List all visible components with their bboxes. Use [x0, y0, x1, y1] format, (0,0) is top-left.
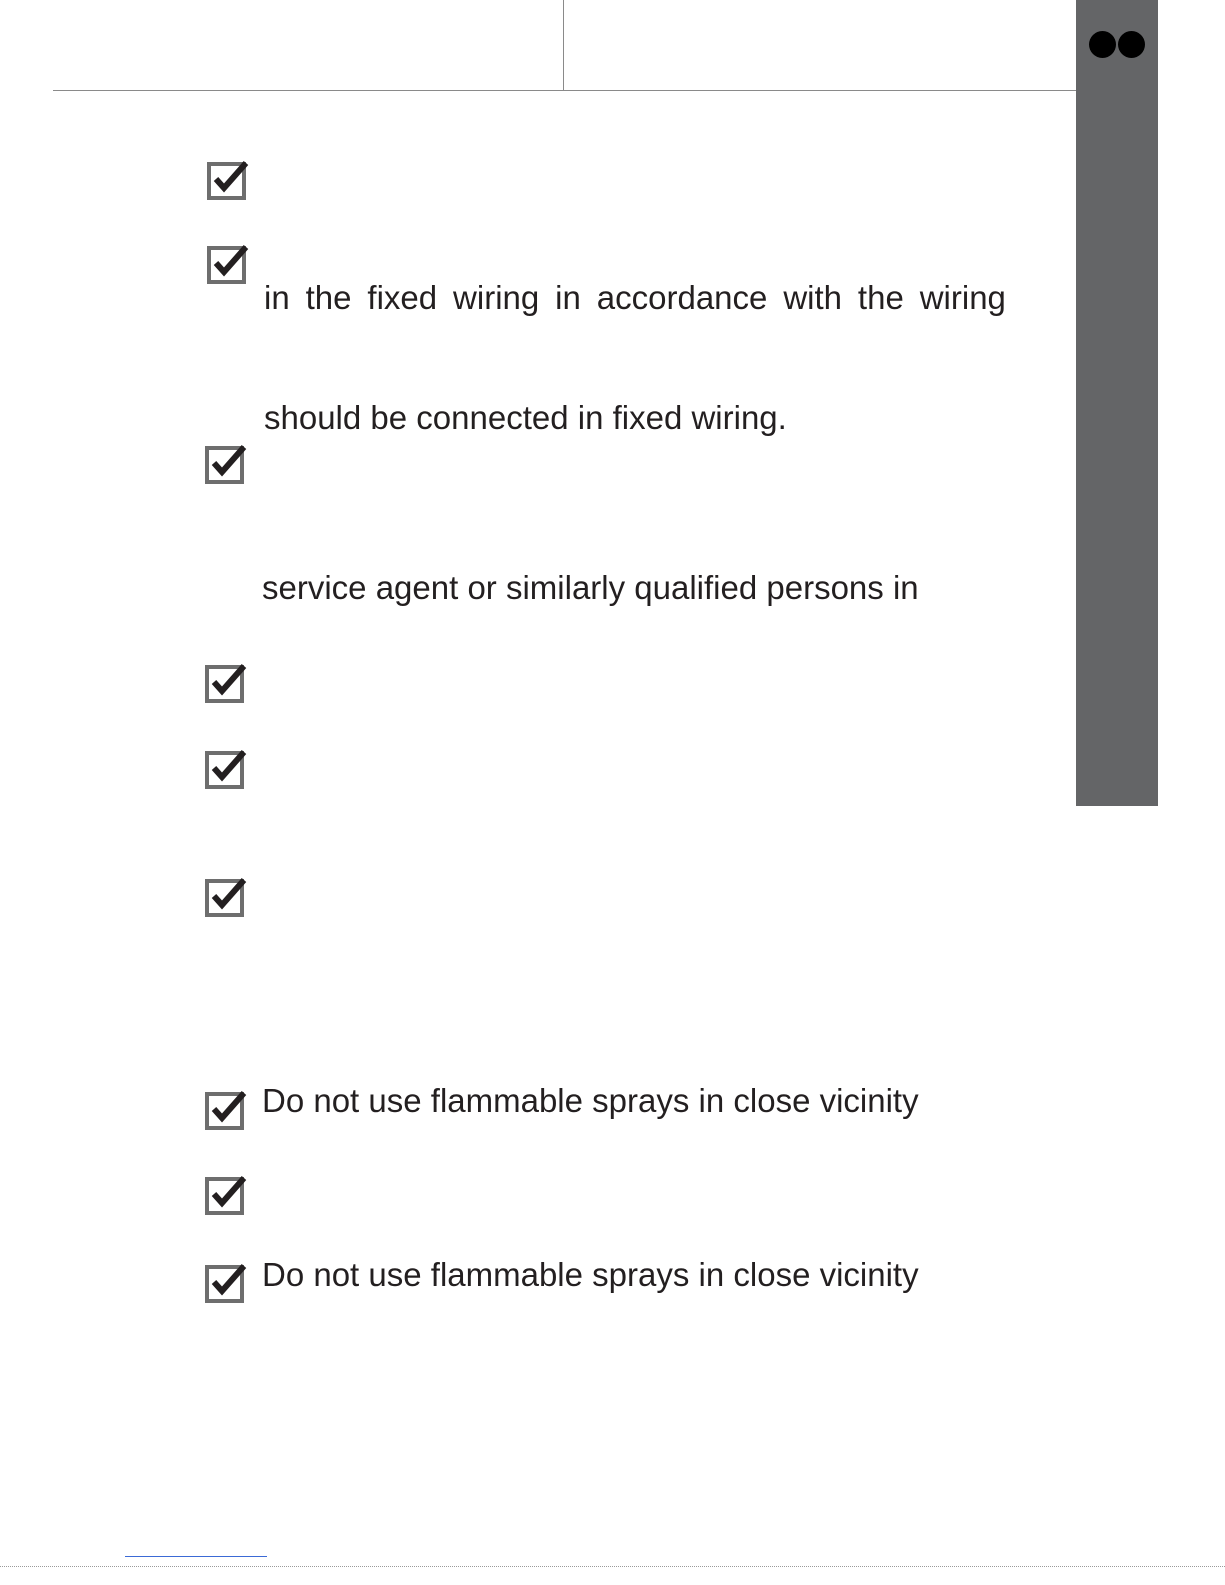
side-tab [1076, 0, 1158, 806]
two-dots-icon [1089, 31, 1145, 58]
checkbox-icon [205, 1175, 245, 1215]
word: fixed [367, 279, 438, 316]
word: in [264, 279, 290, 316]
item-text [264, 279, 1006, 317]
header-rule [53, 90, 1076, 91]
checkbox-icon [205, 749, 245, 789]
footer-link-underline [125, 1556, 267, 1557]
word: with [783, 279, 842, 316]
word: in [555, 279, 581, 316]
checkbox-icon [205, 877, 245, 917]
checkbox-icon [205, 1088, 245, 1128]
checkbox-icon [207, 160, 247, 200]
word: wiring [919, 279, 1006, 316]
checkbox-icon [207, 244, 247, 284]
word: the [305, 279, 352, 316]
checkbox-icon [205, 663, 245, 703]
item-text: service agent or similarly qualified persons in [262, 569, 919, 606]
word: accordance [596, 279, 768, 316]
dot [1118, 31, 1145, 58]
checkbox-icon [205, 1261, 245, 1301]
item-text: Do not use flammable sprays in close vicinity [262, 1256, 919, 1293]
bottom-rule [0, 1566, 1225, 1567]
word: wiring [453, 279, 540, 316]
item-text: should be connected in fixed wiring. [264, 399, 787, 436]
checkbox-icon [205, 444, 245, 484]
word: the [857, 279, 904, 316]
item-text: Do not use flammable sprays in close vicinity [262, 1082, 919, 1119]
dot [1089, 31, 1116, 58]
header-divider [563, 0, 564, 90]
